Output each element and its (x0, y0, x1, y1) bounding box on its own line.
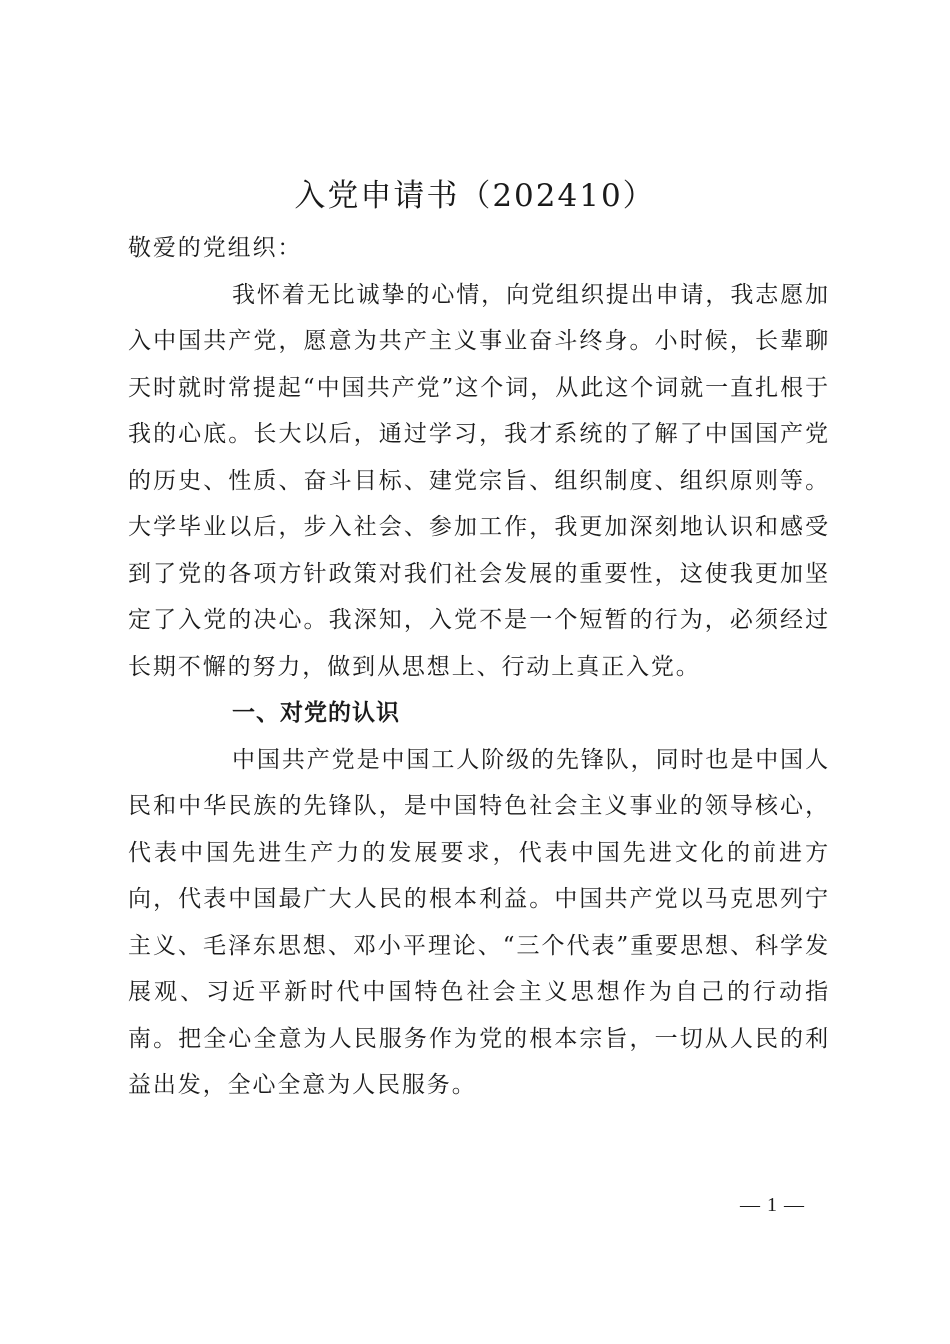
page-number: — 1 — (740, 1194, 805, 1216)
document-title: 入党申请书（202410） (294, 178, 656, 214)
document-body (128, 225, 830, 1109)
section-heading: 一、对党的认识 (232, 700, 400, 726)
salutation: 敬爱的党组织： (128, 235, 303, 261)
intro-paragraph: 我怀着无比诚挚的心情，向党组织提出申请，我志愿加入中国共产党，愿意为共产主义事业奋斗终身。小时候，长辈聊天时就时常提起“中国共产党”这个词，从此这个词就一直扎根于我的心底。长大以后，通过学习，我才系统的了解了中国国产党的历史、性质、奋斗目标、建党宗旨、组织制度、组织原则等。大学毕业以后，步入社会、参加工作，我更加深刻地认识和感受到了党的各项方针政策对我们社会发展的重要性，这使我更加坚定了入党的决心。我深知，入党不是一个短暂的行为，必须经过长期不懈的努力，做到从思想上、行动上真正入党。 (128, 281, 830, 680)
section-paragraph: 中国共产党是中国工人阶级的先锋队，同时也是中国人民和中华民族的先锋队，是中国特色社会主义事业的领导核心，代表中国先进生产力的发展要求，代表中国先进文化的前进方向，代表中国最广大人民的根本利益。中国共产党以马克思列宁主义、毛泽东思想、邓小平理论、“三个代表”重要思想、科学发展观、习近平新时代中国特色社会主义思想作为自己的行动指南。把全心全意为人民服务作为党的根本宗旨，一切从人民的利益出发，全心全意为人民服务。 (128, 746, 830, 1098)
